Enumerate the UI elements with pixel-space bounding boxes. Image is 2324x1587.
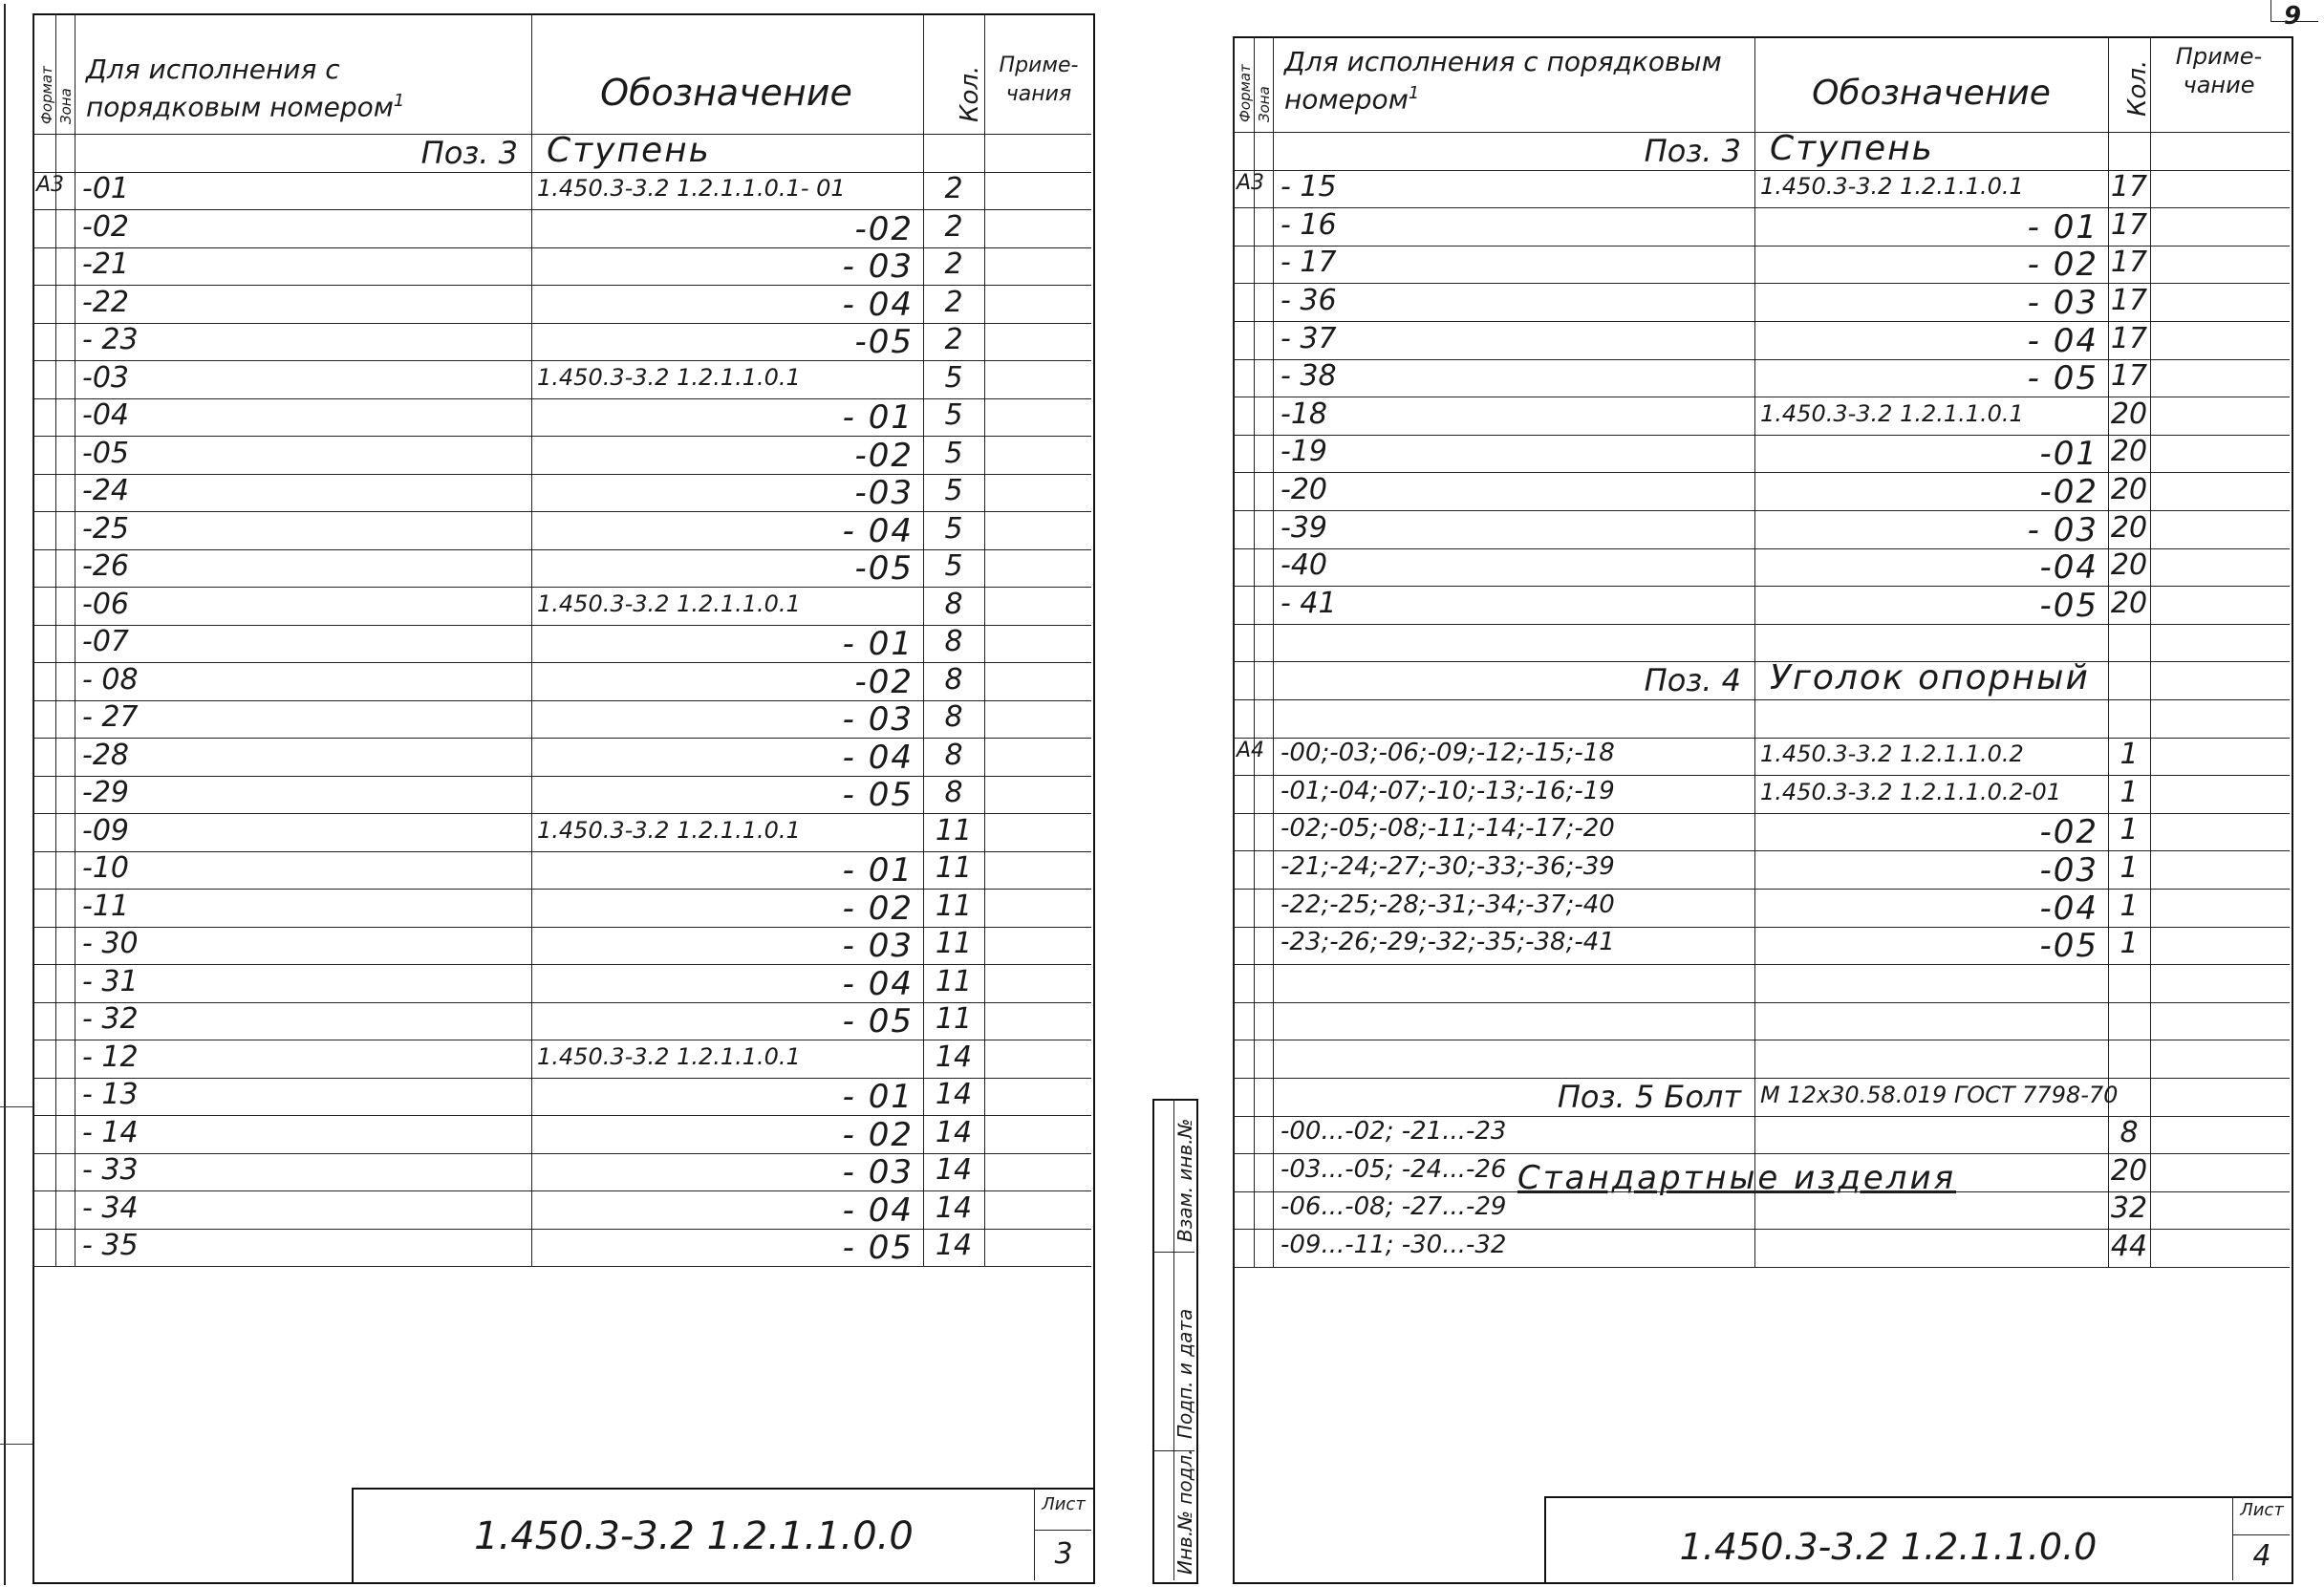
left-cell-name: Ступень <box>547 130 711 170</box>
left-cell-designation: - 03 <box>842 927 914 965</box>
left-header-note: Приме-чания <box>999 54 1079 106</box>
right-cell-applies: -40 <box>1280 548 1327 583</box>
left-row-rule <box>32 700 1091 701</box>
left-cell-applies: - 27 <box>82 700 139 734</box>
left-cell-designation: - 04 <box>842 964 914 1003</box>
page-number-mark <box>2270 21 2318 22</box>
right-row-rule <box>1233 661 2290 662</box>
left-cell-applies: - 30 <box>82 927 139 960</box>
left-row-rule <box>32 587 1091 588</box>
left-cell-qty: 8 <box>944 776 963 809</box>
left-cell-qty: 11 <box>935 1002 973 1036</box>
left-cell-designation: 1.450.3-3.2 1.2.1.1.0.1 <box>537 1042 801 1070</box>
right-cell-designation: -04 <box>2039 889 2098 928</box>
right-column-rule <box>1254 36 1255 1267</box>
right-cell-qty: 20 <box>2110 397 2148 431</box>
right-cell-qty: 8 <box>2120 1116 2139 1150</box>
left-cell-qty: 5 <box>944 398 963 432</box>
left-cell-applies: - 08 <box>82 662 139 697</box>
left-cell-designation: -05 <box>854 549 914 588</box>
left-cell-applies: -29 <box>82 776 129 809</box>
left-cell-qty: 11 <box>935 851 973 885</box>
right-row-rule <box>1233 624 2290 625</box>
left-cell-applies: -28 <box>82 738 129 772</box>
left-row-rule <box>32 662 1091 663</box>
right-cell-applies: - 15 <box>1280 170 1337 204</box>
side-stamp-divider <box>1152 1252 1194 1253</box>
right-cell-designation: 1.450.3-3.2 1.2.1.1.0.1 <box>1760 173 2024 201</box>
left-cell-applies: -01 <box>82 172 129 205</box>
left-cell-qty: 8 <box>944 700 963 734</box>
left-header-applies-text: Для исполнения с порядковым номером <box>86 54 394 123</box>
left-cell-designation: 1.450.3-3.2 1.2.1.1.0.1- 01 <box>537 175 846 202</box>
left-cell-designation: 1.450.3-3.2 1.2.1.1.0.1 <box>537 816 801 844</box>
left-cell-qty: 14 <box>935 1229 973 1262</box>
right-sheet-label: Лист <box>2240 1500 2284 1520</box>
left-margin-tick <box>0 1444 32 1445</box>
left-cell-applies: -07 <box>82 625 129 658</box>
right-header-applies-text: Для исполнения с порядковым номером <box>1284 46 1722 116</box>
right-row-rule <box>1233 1267 2290 1268</box>
left-cell-qty: 11 <box>935 927 973 960</box>
right-cell-qty: 17 <box>2110 321 2148 355</box>
left-cell-designation: 1.450.3-3.2 1.2.1.1.0.1 <box>537 590 801 617</box>
right-cell-designation: -05 <box>2039 927 2098 966</box>
left-row-rule <box>32 549 1091 550</box>
left-row-rule <box>32 1229 1091 1230</box>
right-cell-applies: -03...-05; -24...-26 <box>1280 1154 1507 1184</box>
side-label-podp-data: Подп. и дата <box>1173 1308 1196 1439</box>
right-cell-qty: 1 <box>2120 889 2139 923</box>
left-cell-qty: 8 <box>944 662 963 697</box>
right-cell-designation: -04 <box>2039 548 2098 588</box>
side-label-inv-podl: Инв.№ подл. <box>1173 1448 1196 1575</box>
right-cell-designation: 1.450.3-3.2 1.2.1.1.0.1 <box>1760 399 2024 427</box>
left-cell-qty: 2 <box>944 172 963 205</box>
left-header-qty: Кол. <box>956 65 984 122</box>
right-cell-applies: -23;-26;-29;-32;-35;-38;-41 <box>1280 928 1615 957</box>
left-cell-applies: -10 <box>82 851 129 885</box>
left-row-rule <box>32 1190 1091 1191</box>
left-cell-designation: -02 <box>854 209 914 248</box>
left-cell-applies: -21 <box>82 247 129 281</box>
left-row-rule <box>32 1266 1091 1267</box>
left-cell-qty: 11 <box>935 964 973 998</box>
right-header-format: Формат <box>1237 64 1254 122</box>
left-cell-applies: -02 <box>82 209 129 244</box>
right-cell-position: Поз. 5 Болт <box>1557 1078 1741 1115</box>
right-cell-qty: 1 <box>2120 738 2139 772</box>
left-cell-designation: - 03 <box>842 247 914 286</box>
left-row-rule <box>32 209 1091 210</box>
right-cell-applies: -20 <box>1280 473 1327 506</box>
right-sheet-number: 4 <box>2252 1539 2271 1573</box>
right-cell-qty: 17 <box>2110 359 2148 394</box>
left-row-rule <box>32 1002 1091 1003</box>
sheet-left <box>0 0 1118 1587</box>
left-row-rule <box>32 625 1091 626</box>
left-row-rule <box>32 776 1091 777</box>
right-cell-name: Ступень <box>1770 128 1934 168</box>
right-cell-designation: - 01 <box>2027 207 2098 247</box>
right-header-zone: Зона <box>1256 86 1273 122</box>
left-row-rule <box>32 1078 1091 1079</box>
left-cell-applies: -25 <box>82 511 129 546</box>
left-row-rule <box>32 738 1091 739</box>
left-title-divider <box>1034 1530 1091 1531</box>
right-cell-designation: М 12x30.58.019 ГОСТ 7798-70 <box>1760 1081 2119 1108</box>
left-row-rule <box>32 436 1091 437</box>
left-header-format: Формат <box>38 66 55 124</box>
left-cell-qty: 5 <box>944 436 963 470</box>
left-cell-applies: - 35 <box>82 1229 139 1262</box>
left-cell-designation: - 05 <box>842 1229 914 1267</box>
left-cell-applies: - 14 <box>82 1115 139 1149</box>
left-cell-applies: -06 <box>82 587 129 621</box>
left-sheet-label: Лист <box>1042 1494 1086 1514</box>
left-cell-applies: -04 <box>82 398 129 432</box>
right-row-rule <box>1233 1078 2290 1079</box>
left-cell-designation: - 03 <box>842 700 914 739</box>
right-cell-qty: 1 <box>2120 775 2139 809</box>
left-cell-qty: 2 <box>944 209 963 244</box>
left-cell-designation: - 02 <box>842 1115 914 1154</box>
left-cell-designation: -02 <box>854 436 914 475</box>
left-cell-qty: 2 <box>944 323 963 356</box>
left-header-designation: Обозначение <box>600 72 852 114</box>
left-cell-applies: -26 <box>82 549 129 583</box>
right-cell-applies: -09...-11; -30...-32 <box>1280 1231 1507 1259</box>
right-cell-applies: -39 <box>1280 510 1327 545</box>
left-row-rule <box>32 360 1091 361</box>
right-cell-designation: 1.450.3-3.2 1.2.1.1.0.2 <box>1760 740 2024 768</box>
left-cell-qty: 14 <box>935 1153 973 1187</box>
left-cell-qty: 8 <box>944 738 963 772</box>
left-cell-designation: - 04 <box>842 1190 914 1230</box>
left-sheet-number: 3 <box>1054 1537 1073 1571</box>
left-cell-applies: - 34 <box>82 1190 139 1225</box>
right-column-rule <box>1233 36 1234 1267</box>
left-cell-qty: 2 <box>944 247 963 281</box>
right-header-applies <box>1284 46 1724 115</box>
left-cell-applies: -05 <box>82 436 129 470</box>
left-header-applies <box>86 54 516 122</box>
left-cell-designation: -02 <box>854 662 914 701</box>
right-cell-applies: -00;-03;-06;-09;-12;-15;-18 <box>1280 739 1615 768</box>
left-cell-format: А3 <box>36 173 65 197</box>
left-row-rule <box>32 927 1091 928</box>
right-doc-number: 1.450.3-3.2 1.2.1.1.0.0 <box>1679 1526 2098 1568</box>
right-row-rule <box>1233 699 2290 700</box>
right-header-designation: Обозначение <box>1812 74 2051 113</box>
right-cell-applies: - 16 <box>1280 207 1337 242</box>
right-cell-applies: -01;-04;-07;-10;-13;-16;-19 <box>1280 776 1615 805</box>
left-cell-designation: - 05 <box>842 1002 914 1040</box>
left-cell-qty: 8 <box>944 625 963 658</box>
left-row-rule <box>32 323 1091 324</box>
left-cell-qty: 5 <box>944 549 963 583</box>
left-margin-tick <box>0 1106 32 1107</box>
left-cell-qty: 8 <box>944 587 963 621</box>
page-number-mark <box>2270 0 2271 21</box>
right-cell-applies: -21;-24;-27;-30;-33;-36;-39 <box>1280 852 1615 881</box>
left-row-rule <box>32 511 1091 512</box>
left-cell-applies: -24 <box>82 474 129 507</box>
left-cell-applies: - 12 <box>82 1040 139 1074</box>
left-cell-applies: - 31 <box>82 964 139 998</box>
left-cell-qty: 14 <box>935 1040 973 1074</box>
right-cell-qty: 1 <box>2120 927 2139 961</box>
right-cell-qty: 20 <box>2110 586 2148 620</box>
left-row-rule <box>32 398 1091 399</box>
right-cell-applies: - 38 <box>1280 359 1337 394</box>
left-cell-applies: -22 <box>82 285 129 319</box>
right-title-divider <box>2232 1496 2233 1580</box>
left-cell-designation: - 04 <box>842 285 914 324</box>
left-header-zone: Зона <box>57 88 75 124</box>
right-cell-format: А4 <box>1237 739 1265 763</box>
right-cell-applies: -19 <box>1280 435 1327 469</box>
right-cell-designation: - 03 <box>2027 284 2098 322</box>
right-cell-qty: 17 <box>2110 246 2148 280</box>
left-doc-number: 1.450.3-3.2 1.2.1.1.0.0 <box>474 1514 914 1558</box>
right-header-applies-sup: 1 <box>1408 83 1420 103</box>
right-cell-qty: 1 <box>2120 851 2139 885</box>
left-cell-designation: - 01 <box>842 625 914 663</box>
right-cell-qty: 20 <box>2110 510 2148 545</box>
right-cell-format: А3 <box>1237 171 1265 196</box>
left-cell-applies: - 32 <box>82 1002 139 1036</box>
right-cell-designation: - 04 <box>2027 321 2098 360</box>
page-number: 9 <box>2284 2 2302 31</box>
right-cell-applies: -02;-05;-08;-11;-14;-17;-20 <box>1280 814 1615 844</box>
left-title-divider <box>1034 1488 1035 1580</box>
right-cell-applies: - 37 <box>1280 321 1337 355</box>
left-cell-designation: - 03 <box>842 1153 914 1191</box>
right-cell-qty: 32 <box>2110 1191 2148 1226</box>
right-cell-designation: - 05 <box>2027 359 2098 398</box>
left-cell-designation: - 02 <box>842 889 914 928</box>
left-cell-designation: - 01 <box>842 851 914 890</box>
right-cell-qty: 20 <box>2110 1153 2148 1188</box>
right-cell-qty: 1 <box>2120 813 2139 847</box>
left-cell-qty: 5 <box>944 360 963 395</box>
right-cell-designation: -05 <box>2039 586 2098 625</box>
right-cell-designation: 1.450.3-3.2 1.2.1.1.0.2-01 <box>1760 778 2062 805</box>
right-title-divider <box>2232 1534 2290 1535</box>
left-row-rule <box>32 889 1091 890</box>
left-cell-designation: 1.450.3-3.2 1.2.1.1.0.1 <box>537 363 801 391</box>
left-cell-position: Поз. 3 <box>420 134 518 171</box>
left-row-rule <box>32 172 1091 173</box>
left-row-rule <box>32 964 1091 965</box>
right-cell-applies: -18 <box>1280 397 1327 431</box>
right-cell-designation: -03 <box>2039 851 2098 890</box>
right-cell-qty: 17 <box>2110 284 2148 317</box>
right-cell-designation: -01 <box>2039 435 2098 474</box>
right-cell-applies: -00...-02; -21...-23 <box>1280 1117 1507 1147</box>
left-cell-designation: - 01 <box>842 398 914 437</box>
left-cell-designation: -03 <box>854 474 914 512</box>
left-header-applies-sup: 1 <box>393 91 405 111</box>
right-row-rule <box>1233 964 2290 965</box>
right-cell-designation: - 02 <box>2027 246 2098 285</box>
left-cell-designation: - 01 <box>842 1078 914 1116</box>
left-cell-designation: -05 <box>854 323 914 361</box>
right-cell-qty: 17 <box>2110 207 2148 242</box>
left-cell-designation: - 04 <box>842 511 914 550</box>
right-column-rule <box>2150 36 2151 1267</box>
left-cell-applies: -11 <box>82 889 129 923</box>
left-cell-applies: - 33 <box>82 1153 139 1187</box>
left-row-rule <box>32 474 1091 475</box>
left-cell-applies: - 23 <box>82 323 139 356</box>
left-cell-applies: -09 <box>82 813 129 847</box>
left-row-rule <box>32 1153 1091 1154</box>
right-cell-applies: - 36 <box>1280 284 1337 317</box>
right-cell-designation: -02 <box>2039 473 2098 511</box>
right-cell-applies: - 41 <box>1280 586 1337 620</box>
left-row-rule <box>32 1115 1091 1116</box>
sheet-right <box>1135 0 2324 1587</box>
right-cell-applies: -22;-25;-28;-31;-34;-37;-40 <box>1280 890 1615 919</box>
right-cell-position: Поз. 4 <box>1644 662 1741 698</box>
right-header-note: Приме-чание <box>2175 43 2263 98</box>
left-cell-designation: - 04 <box>842 738 914 777</box>
left-cell-qty: 5 <box>944 474 963 507</box>
right-header-qty: Кол. <box>2123 59 2152 117</box>
section-title-standard: Стандартные изделия <box>1517 1159 1957 1197</box>
right-cell-qty: 20 <box>2110 435 2148 469</box>
right-cell-position: Поз. 3 <box>1644 132 1741 169</box>
sheet-left-edge <box>4 4 6 1585</box>
left-cell-applies: -03 <box>82 360 129 395</box>
left-cell-qty: 2 <box>944 285 963 319</box>
left-cell-qty: 11 <box>935 813 973 847</box>
left-cell-designation: - 05 <box>842 776 914 814</box>
right-cell-qty: 44 <box>2110 1230 2148 1263</box>
right-cell-qty: 20 <box>2110 548 2148 583</box>
side-label-vzam-inv: Взам. инв.№ <box>1173 1118 1196 1242</box>
right-cell-qty: 20 <box>2110 473 2148 506</box>
right-cell-qty: 17 <box>2110 170 2148 204</box>
right-cell-applies: - 17 <box>1280 246 1337 280</box>
right-header-rule <box>1233 132 2290 133</box>
left-row-rule <box>32 247 1091 248</box>
left-cell-qty: 14 <box>935 1190 973 1225</box>
right-cell-designation: - 03 <box>2027 510 2098 549</box>
left-row-rule <box>32 285 1091 286</box>
left-cell-qty: 11 <box>935 889 973 923</box>
left-row-rule <box>32 813 1091 814</box>
left-cell-qty: 14 <box>935 1115 973 1149</box>
right-cell-applies: -06...-08; -27...-29 <box>1280 1192 1507 1222</box>
left-row-rule <box>32 851 1091 852</box>
left-cell-qty: 14 <box>935 1078 973 1111</box>
left-cell-applies: - 13 <box>82 1078 139 1111</box>
right-cell-name: Уголок опорный <box>1770 658 2090 697</box>
right-row-rule <box>1233 1002 2290 1003</box>
left-cell-qty: 5 <box>944 511 963 546</box>
right-cell-designation: -02 <box>2039 813 2098 852</box>
